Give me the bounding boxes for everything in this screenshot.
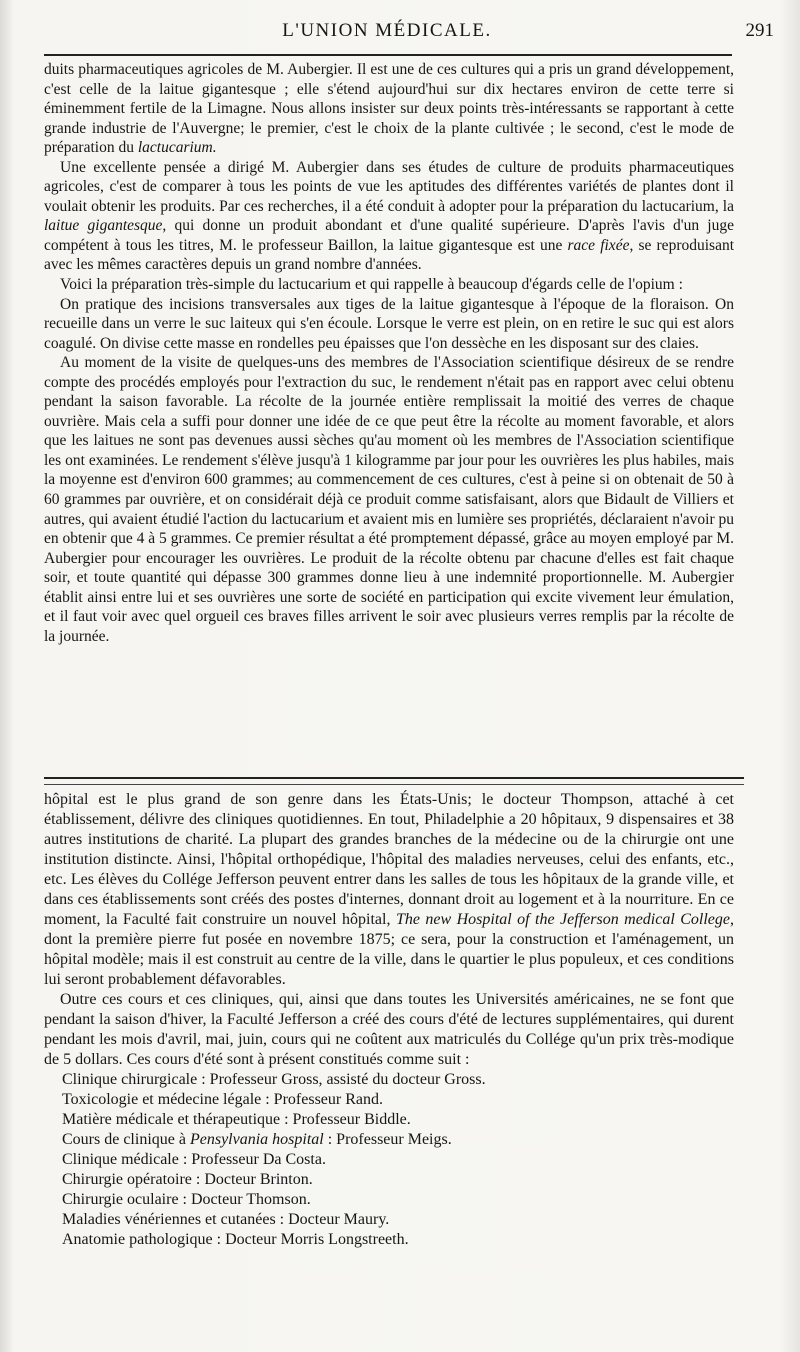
list-item: Matière médicale et thérapeutique : Professeur Biddle. <box>62 1111 411 1128</box>
page-number: 291 <box>745 20 774 41</box>
summer-course-list <box>44 1070 734 1250</box>
paragraph: Au moment de la visite de quelques-uns des membres de l'Association scientifique désireux de se rendre compte des procédés employés pour l'extraction du suc, le rendement n'était pas en rapport avec celui obtenu pendant la saison favorable. La récolte de la journée entière remplissait la moitié des verres de chaque ouvrière. Mais cela a suffi pour donner une idée de ce que peut être la récolte au moment favorable, et alors que les laitues ne sont pas devenues aussi sèches qu'au moment où les membres de l'Association scientifique les ont examinées. Le rendement s'élève jusqu'à 1 kilogramme par jour pour les ouvrières les plus habiles, mais la moyenne est d'environ 600 grammes; au commencement de ces cultures, c'est à peine si on obtenait de 50 à 60 grammes par ouvrière, et on considérait déjà ce produit comme satisfaisant, alors que Bidault de Villiers et autres, qui avaient étudié l'action du lactucarium et avaient mis en lumière ses propriétés, déclaraient n'avoir pu en obtenir que 4 à 5 grammes. Ce premier résultat a été promptement dépassé, grâce au moyen employé par M. Aubergier pour encourager les ouvrières. Le produit de la récolte obtenu par chacune d'elles est fait chaque soir, et toute quantité qui dépasse 300 grammes donne lieu à une indemnité proportionnelle. M. Aubergier établit ainsi entre lui et ses ouvrières une sorte de société en participation qui excite vivement leur émulation, et il faut voir avec quel orgueil ces braves filles arrivent le soir avec plusieurs verres remplis par la récolte de la journée. <box>44 354 734 645</box>
list-item: Chirurgie oculaire : Docteur Thomson. <box>62 1191 311 1208</box>
list-item: Maladies vénériennes et cutanées : Docteur Maury. <box>62 1211 390 1228</box>
paragraph: Outre ces cours et ces cliniques, qui, ainsi que dans toutes les Universités américaines, ne se font que pendant la saison d'hiver, la Faculté Jefferson a créé des cours d'été de lectures supplémentaires, qui durent pendant les mois d'avril, mai, juin, cours qui ne coûtent aux matriculés du Collége qu'un prix très-modique de 5 dollars. Ces cours d'été sont à présent constitués comme suit : <box>44 991 734 1068</box>
article-bottom <box>44 790 734 1250</box>
paragraph: Une excellente pensée a dirigé M. Aubergier dans ses études de culture de produits pharmaceutiques agricoles, c'est de comparer à tous les points de vue les aptitudes des différentes variétés de plantes dont il voulait obtenir les produits. Par ces recherches, il a été conduit à adopter pour la préparation du lactucarium, la laitue gigantesque, qui donne un produit abondant et d'une qualité supérieure. D'après l'avis d'un juge compétent à tous les titres, M. le professeur Baillon, la laitue gigantesque est une race fixée, se reproduisant avec les mêmes caractères depuis un grand nombre d'années. <box>44 158 735 274</box>
journal-title: L'UNION MÉDICALE. <box>282 20 492 41</box>
list-item: Toxicologie et médecine légale : Professeur Rand. <box>62 1091 383 1108</box>
section-divider <box>44 777 744 785</box>
list-item: Cours de clinique à Pensylvania hospital : Professeur Meigs. <box>62 1131 452 1148</box>
page-header <box>44 16 774 46</box>
paragraph: On pratique des incisions transversales aux tiges de la laitue gigantesque à l'époque de la floraison. On recueille dans un verre le suc laiteux qui s'en écoule. Lorsque le verre est plein, on en retire le suc qui est alors coagulé. On divise cette masse en rondelles peu épaisses que l'on dessèche en les disposant sur des claies. <box>44 295 734 352</box>
paragraph: Voici la préparation très-simple du lactucarium et qui rappelle à beaucoup d'égards celle de l'opium : <box>60 276 683 294</box>
header-rule <box>44 54 732 56</box>
paragraph: duits pharmaceutiques agricoles de M. Aubergier. Il est une de ces cultures qui a pris un grand développement, c'est celle de la laitue gigantesque ; elle s'étend aujourd'hui sur dix hectares environ de cette terre si éminemment fertile de la Limagne. Nous allons insister sur deux points très-intéressants se rapportant à cette grande industrie de l'Auvergne; le premier, c'est le choix de la plante cultivée ; le second, c'est le mode de préparation du lactucarium. <box>44 61 734 157</box>
article-top <box>44 60 734 646</box>
paragraph: hôpital est le plus grand de son genre dans les États-Unis; le docteur Thompson, attaché à cet établissement, délivre des cliniques quotidiennes. En tout, Philadelphie a 20 hôpitaux, 9 dispensaires et 38 autres institutions de charité. La plupart des grandes branches de la médecine ou de la chirurgie ont une institution distincte. Ainsi, l'hôpital orthopédique, l'hôpital des maladies nerveuses, celui des enfants, etc., etc. Les élèves du Collége Jefferson peuvent entrer dans les salles de tous les hôpitaux de la grande ville, et dans ces établissements sont créés des postes d'internes, donnant droit au logement et à la nourriture. En ce moment, la Faculté fait construire un nouvel hôpital, The new Hospital of the Jefferson medical College, dont la première pierre fut posée en novembre 1875; ce sera, pour la construction et l'aménagement, un hôpital modèle; mais il est construit au centre de la ville, dans le quartier le plus populeux, et ces conditions lui seront probablement défavorables. <box>44 791 735 988</box>
list-item: Chirurgie opératoire : Docteur Brinton. <box>62 1171 313 1188</box>
list-item: Clinique médicale : Professeur Da Costa. <box>62 1151 326 1168</box>
list-item: Anatomie pathologique : Docteur Morris Longstreeth. <box>62 1231 409 1248</box>
list-item: Clinique chirurgicale : Professeur Gross, assisté du docteur Gross. <box>62 1071 486 1088</box>
